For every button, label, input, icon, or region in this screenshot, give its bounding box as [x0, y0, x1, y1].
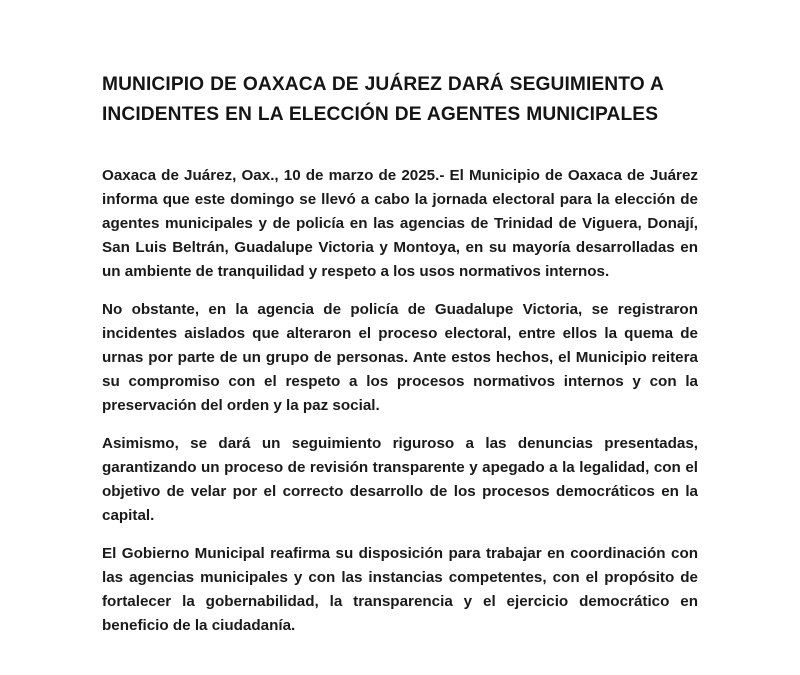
paragraph-1: Oaxaca de Juárez, Oax., 10 de marzo de 2025.- El Municipio de Oaxaca de Juárez informa que este domingo se llevó a cabo la jornada electoral para la elección de agentes municipales y de policía en las agencias de Trinidad de Viguera, Donají, San Luis Beltrán, Guadalupe Victoria y Montoya, en su mayoría desarrolladas en un ambiente de tranquilidad y respeto a los usos normativos internos. [102, 167, 698, 280]
page-title: MUNICIPIO DE OAXACA DE JUÁREZ DARÁ SEGUIMIENTO A INCIDENTES EN LA ELECCIÓN DE AGENTES MUNICIPALES [102, 74, 664, 125]
paragraph-2: No obstante, en la agencia de policía de Guadalupe Victoria, se registraron incidentes aislados que alteraron el proceso electoral, entre ellos la quema de urnas por parte de un grupo de personas. Ante estos hechos, el Municipio reitera su compromiso con el respeto a los procesos normativos internos y con la preservación del orden y la paz social. [102, 301, 698, 414]
document-body [102, 164, 698, 638]
paragraph-3: Asimismo, se dará un seguimiento riguroso a las denuncias presentadas, garantizando un proceso de revisión transparente y apegado a la legalidad, con el objetivo de velar por el correcto desarrollo de los procesos democráticos en la capital. [102, 435, 698, 524]
paragraph-4: El Gobierno Municipal reafirma su disposición para trabajar en coordinación con las agencias municipales y con las instancias competentes, con el propósito de fortalecer la gobernabilidad, la transparencia y el ejercicio democrático en beneficio de la ciudadanía. [102, 545, 698, 634]
document-content [102, 0, 698, 638]
